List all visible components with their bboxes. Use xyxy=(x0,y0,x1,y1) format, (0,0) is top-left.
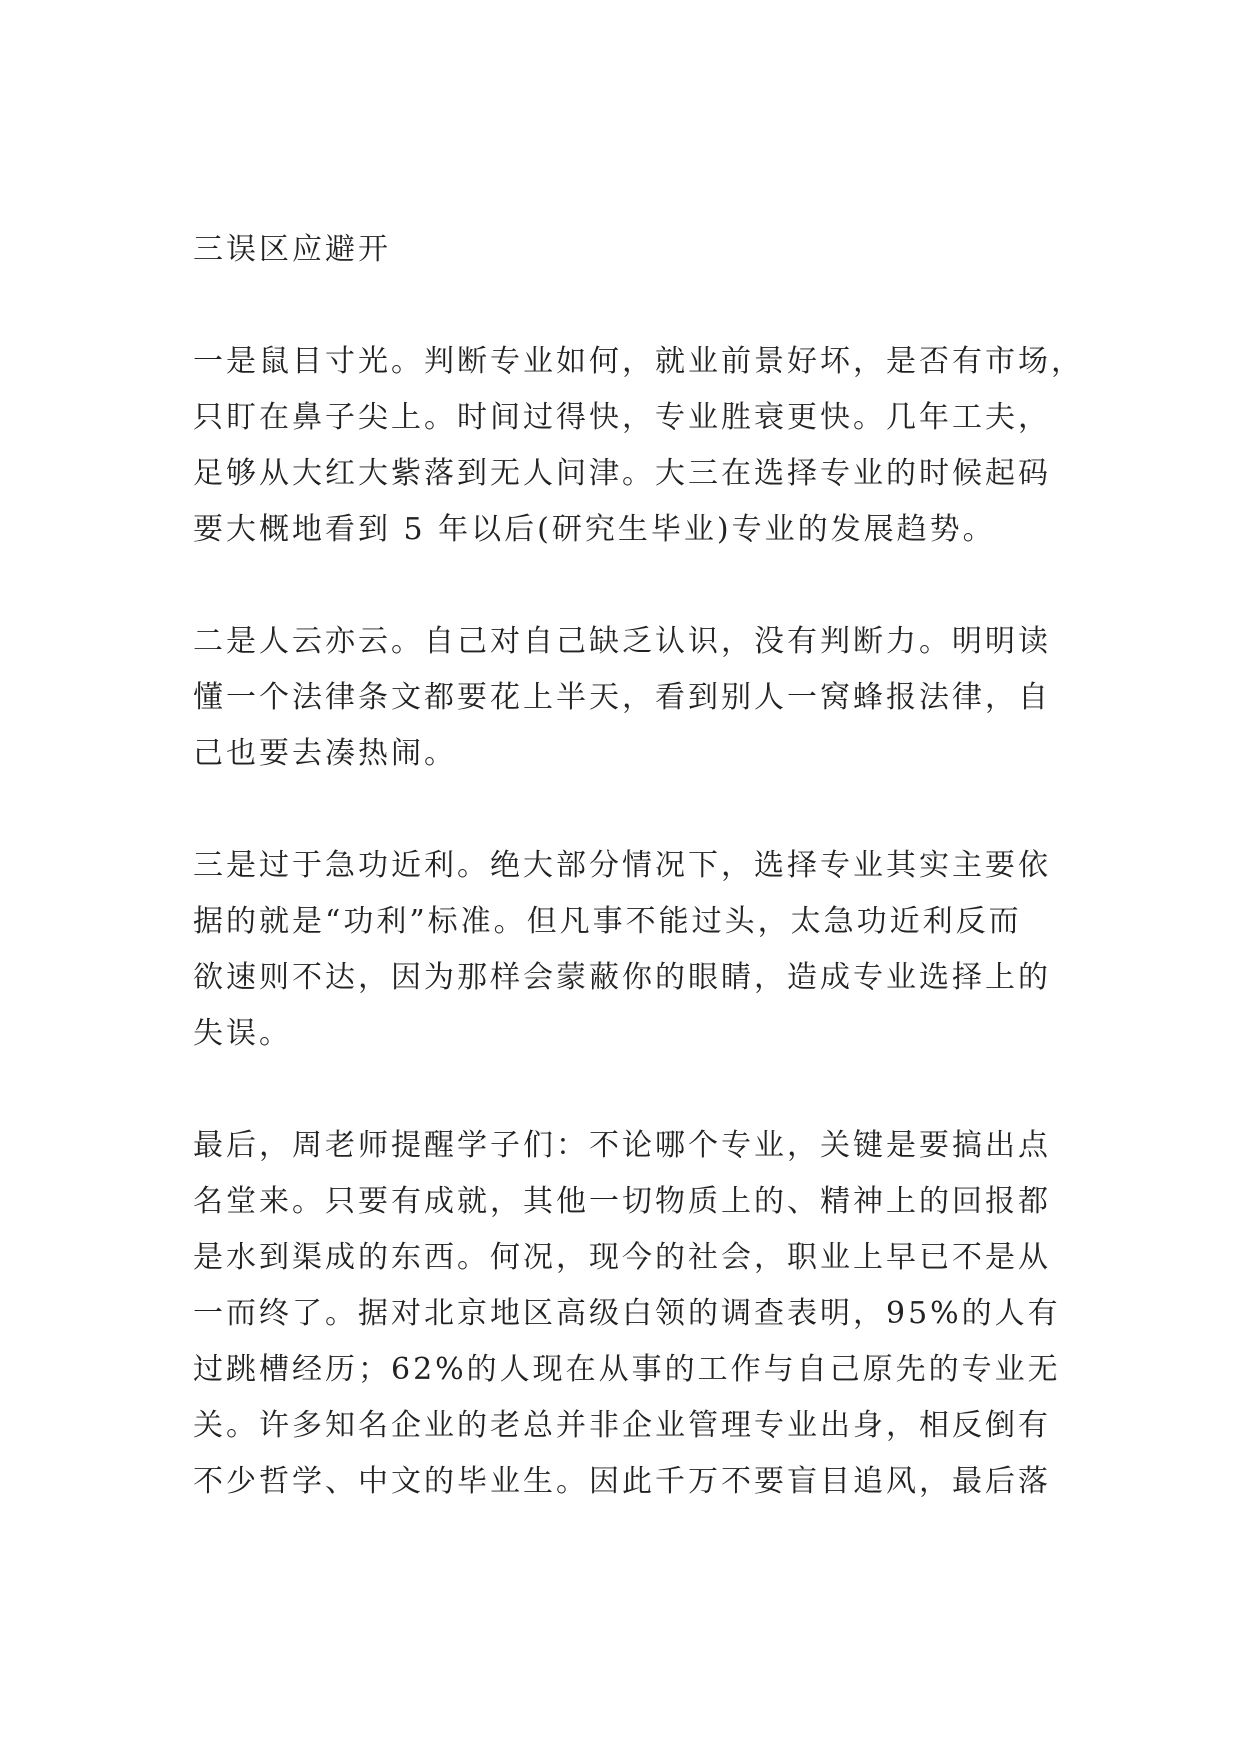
paragraph-line: 只盯在鼻子尖上。时间过得快，专业胜衰更快。几年工夫， xyxy=(193,400,1051,435)
paragraph-3 xyxy=(193,838,1053,1062)
paragraph-line: 要大概地看到 5 年以后(研究生毕业)专业的发展趋势。 xyxy=(193,512,996,547)
paragraph-line: 最后，周老师提醒学子们：不论哪个专业，关键是要搞出点 xyxy=(193,1128,1051,1163)
paragraph-line: 名堂来。只要有成就，其他一切物质上的、精神上的回报都 xyxy=(193,1184,1051,1219)
paragraph-line: 足够从大红大紫落到无人问津。大三在选择专业的时候起码 xyxy=(193,456,1051,491)
paragraph-line: 一而终了。据对北京地区高级白领的调查表明，95%的人有 xyxy=(193,1296,1061,1331)
document-page xyxy=(193,222,1084,1566)
paragraph-line: 据的就是“功利”标准。但凡事不能过头，太急功近利反而 xyxy=(193,904,1022,939)
paragraph-line: 二是人云亦云。自己对自己缺乏认识，没有判断力。明明读 xyxy=(193,624,1051,659)
paragraph-line: 三是过于急功近利。绝大部分情况下，选择专业其实主要依 xyxy=(193,848,1051,883)
paragraph-2 xyxy=(193,614,1053,782)
paragraph-line: 一是鼠目寸光。判断专业如何，就业前景好坏，是否有市场， xyxy=(193,344,1084,379)
paragraph-line: 懂一个法律条文都要花上半天，看到别人一窝蜂报法律，自 xyxy=(193,680,1051,715)
paragraph-line: 己也要去凑热闹。 xyxy=(193,736,457,771)
paragraph-1 xyxy=(193,334,1084,558)
paragraph-line: 失误。 xyxy=(193,1016,292,1051)
section-heading: 三误区应避开 xyxy=(193,232,391,267)
paragraph-line: 是水到渠成的东西。何况，现今的社会，职业上早已不是从 xyxy=(193,1240,1051,1275)
paragraph-line: 不少哲学、中文的毕业生。因此千万不要盲目追风，最后落 xyxy=(193,1464,1051,1499)
paragraph-line: 关。许多知名企业的老总并非企业管理专业出身，相反倒有 xyxy=(193,1408,1051,1443)
paragraph-line: 欲速则不达，因为那样会蒙蔽你的眼睛，造成专业选择上的 xyxy=(193,960,1051,995)
paragraph-4 xyxy=(193,1118,1061,1510)
paragraph-line: 过跳槽经历；62%的人现在从事的工作与自己原先的专业无 xyxy=(193,1352,1061,1387)
